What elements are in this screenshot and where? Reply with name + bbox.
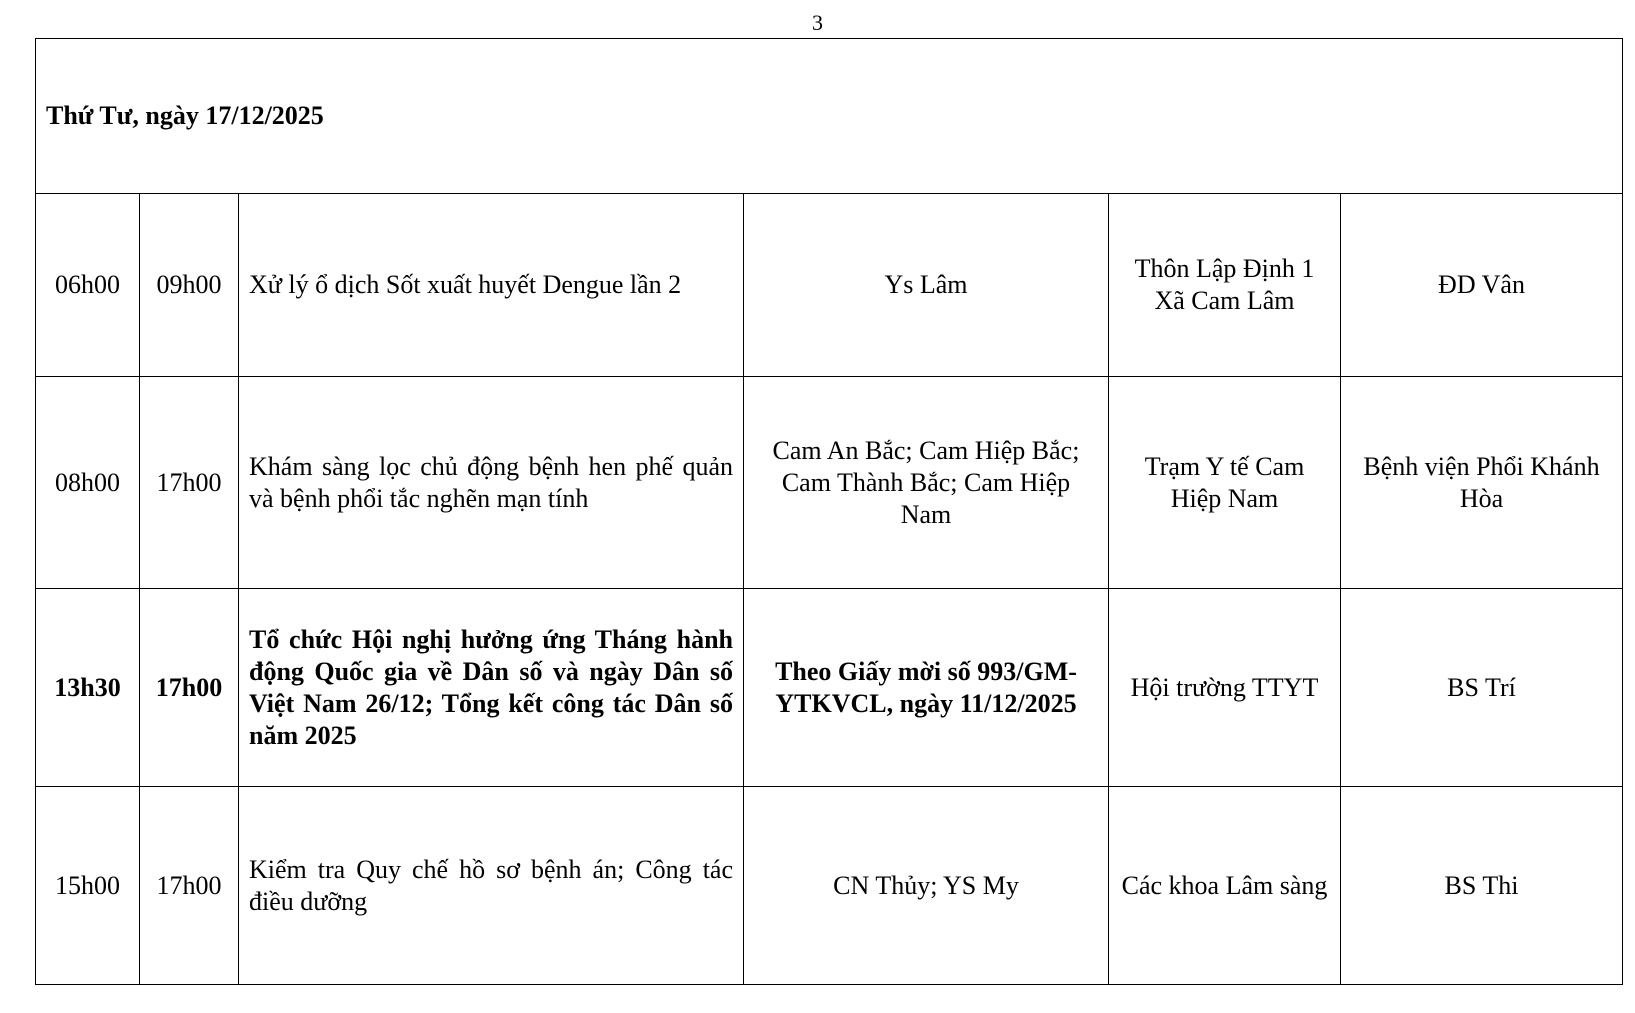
lead: ĐD Vân	[1341, 194, 1623, 377]
end-time: 09h00	[140, 194, 239, 377]
schedule-table	[35, 38, 1623, 985]
task-content: Tổ chức Hội nghị hưởng ứng Tháng hành động Quốc gia về Dân số và ngày Dân số Việt Nam 26/12; Tổng kết công tác Dân số năm 2025	[239, 589, 744, 787]
end-time: 17h00	[140, 589, 239, 787]
participants: Ys Lâm	[744, 194, 1109, 377]
table-row	[36, 377, 1623, 589]
participants: Theo Giấy mời số 993/GM-YTKVCL, ngày 11/12/2025	[744, 589, 1109, 787]
location: Các khoa Lâm sàng	[1109, 787, 1341, 985]
participants: Cam An Bắc; Cam Hiệp Bắc; Cam Thành Bắc; Cam Hiệp Nam	[744, 377, 1109, 589]
lead: BS Thi	[1341, 787, 1623, 985]
table-row	[36, 589, 1623, 787]
start-time: 08h00	[36, 377, 140, 589]
task-content: Kiểm tra Quy chế hồ sơ bệnh án; Công tác điều dưỡng	[239, 787, 744, 985]
table-row	[36, 194, 1623, 377]
task-content: Khám sàng lọc chủ động bệnh hen phế quản và bệnh phổi tắc nghẽn mạn tính	[239, 377, 744, 589]
table-row	[36, 787, 1623, 985]
day-header-row	[36, 39, 1623, 194]
location-line: Thôn Lập Định 1	[1134, 254, 1315, 283]
participants: CN Thủy; YS My	[744, 787, 1109, 985]
end-time: 17h00	[140, 377, 239, 589]
end-time: 17h00	[140, 787, 239, 985]
day-title: Thứ Tư, ngày 17/12/2025	[36, 39, 1623, 194]
page-number: 3	[812, 10, 823, 35]
location: Trạm Y tế Cam Hiệp Nam	[1109, 377, 1341, 589]
start-time: 06h00	[36, 194, 140, 377]
lead: Bệnh viện Phổi Khánh Hòa	[1341, 377, 1623, 589]
location	[1109, 194, 1341, 377]
start-time: 13h30	[36, 589, 140, 787]
task-content: Xử lý ổ dịch Sốt xuất huyết Dengue lần 2	[239, 194, 744, 377]
location: Hội trường TTYT	[1109, 589, 1341, 787]
lead: BS Trí	[1341, 589, 1623, 787]
start-time: 15h00	[36, 787, 140, 985]
location-line: Xã Cam Lâm	[1154, 286, 1295, 315]
